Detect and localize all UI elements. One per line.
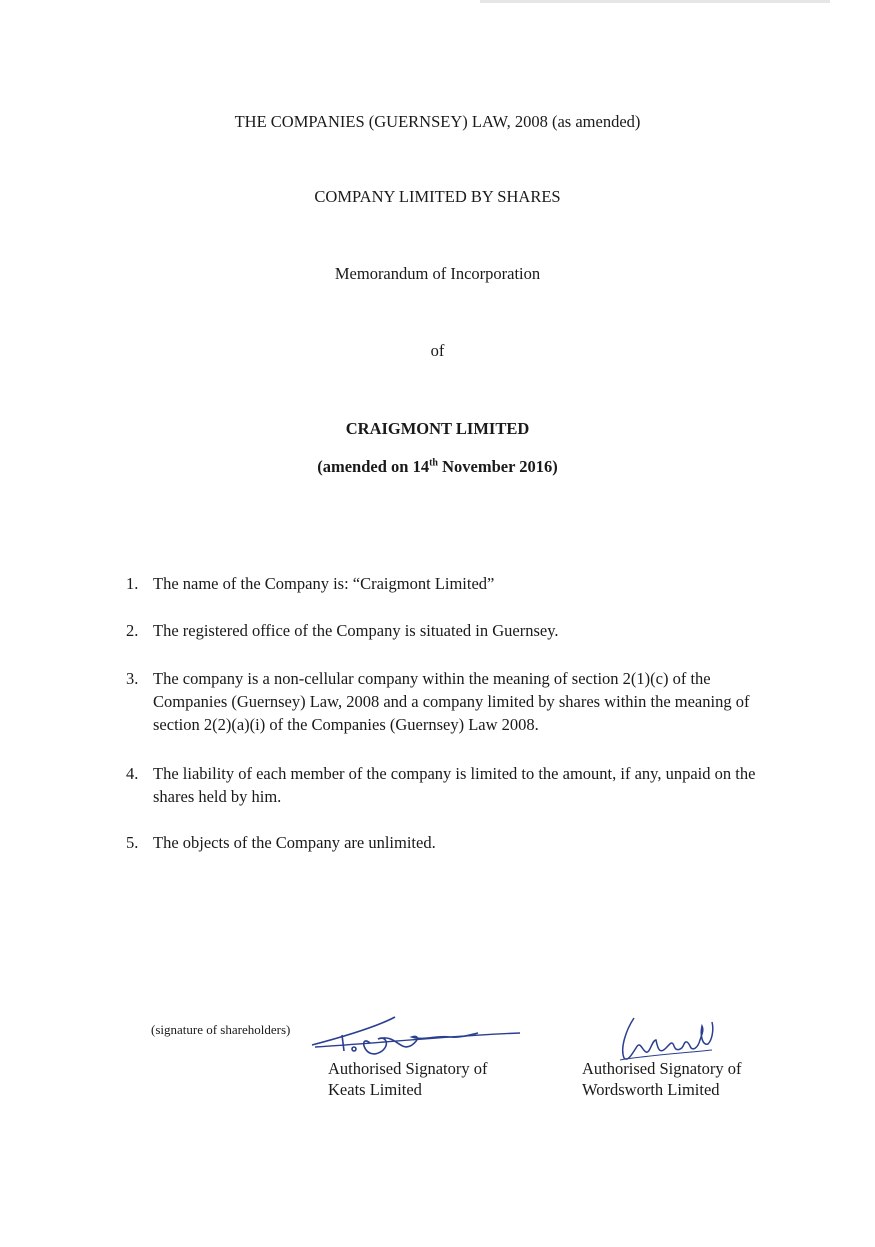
company-name: CRAIGMONT LIMITED	[345, 419, 530, 438]
clause-1	[126, 572, 766, 595]
clause-text: The liability of each member of the company is limited to the amount, if any, unpaid on the shares held by him.	[153, 764, 756, 806]
clause-text: The objects of the Company are unlimited.	[153, 833, 436, 852]
wordsworth-signatory-role: Authorised Signatory of	[582, 1059, 742, 1078]
clause-number: 2.	[126, 621, 139, 640]
clause-number: 5.	[126, 833, 139, 852]
wordsworth-signatory	[582, 1058, 741, 1100]
keats-signatory	[328, 1058, 487, 1100]
wordsworth-company-name: Wordsworth Limited	[582, 1080, 720, 1099]
amended-ordinal: th	[429, 457, 438, 469]
clause-3	[126, 667, 766, 736]
clause-5	[126, 831, 766, 854]
clause-text: The name of the Company is: “Craigmont Limited”	[153, 574, 495, 593]
law-heading: THE COMPANIES (GUERNSEY) LAW, 2008 (as amended)	[234, 112, 641, 131]
clause-2	[126, 619, 766, 642]
amended-prefix: (amended on 14	[317, 457, 430, 476]
clause-number: 4.	[126, 764, 139, 783]
company-type: COMPANY LIMITED BY SHARES	[314, 187, 561, 206]
keats-signatory-role: Authorised Signatory of	[328, 1059, 488, 1078]
clause-text: The company is a non-cellular company within the meaning of section 2(1)(c) of the Companies (Guernsey) Law, 2008 and a company limited by shares within the meaning of section 2(2)(a)(i) of the Companies (Guernsey) Law 2008.	[153, 669, 750, 734]
clause-number: 1.	[126, 574, 139, 593]
of-text: of	[430, 341, 445, 360]
keats-company-name: Keats Limited	[328, 1080, 422, 1099]
document-title: Memorandum of Incorporation	[334, 264, 541, 283]
signature-label: (signature of shareholders)	[151, 1022, 291, 1037]
wordsworth-signature-image	[612, 1010, 722, 1065]
clause-4	[126, 762, 766, 808]
amendment-date	[0, 457, 875, 477]
clause-text: The registered office of the Company is situated in Guernsey.	[153, 621, 559, 640]
clause-number: 3.	[126, 669, 139, 688]
amended-suffix: November 2016)	[437, 457, 558, 476]
scan-artifact	[480, 0, 830, 3]
